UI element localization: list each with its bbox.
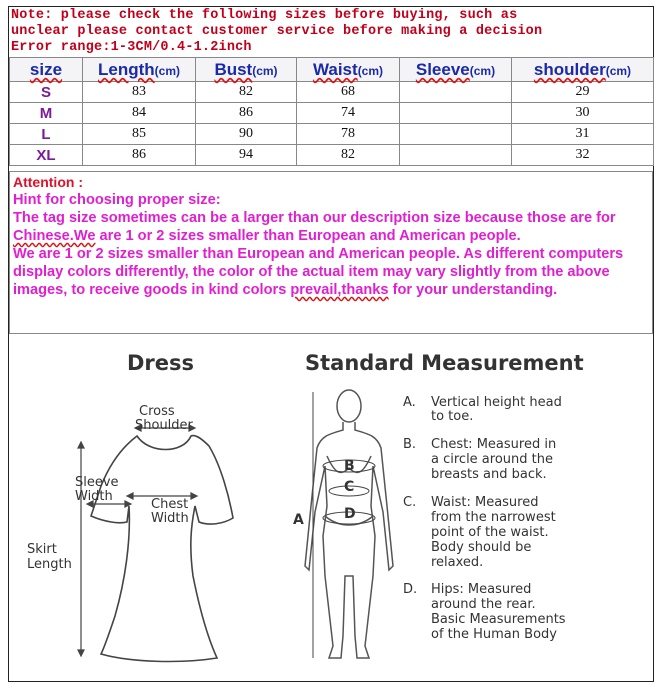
- sleeve-label-1: Sleeve: [75, 475, 119, 490]
- note-line-3: Error range:1-3CM/0.4-1.2inch: [11, 40, 252, 55]
- header-length: Length(cm): [83, 58, 196, 82]
- skirt-label-2: Length: [27, 557, 72, 572]
- hint-paragraph-tag-size: The tag size sometimes can be a larger than our description size because those are for Chinese.We are 1 or 2 sizes smaller than European and American people.: [13, 210, 616, 244]
- body-letter-a: A: [293, 512, 304, 528]
- length-cell: 84: [83, 103, 196, 124]
- sleeve-cell: [400, 145, 512, 166]
- item-c-line: Waist: Measured: [431, 495, 539, 510]
- measurement-diagram: [9, 336, 653, 682]
- body-letter-d: D: [344, 506, 356, 522]
- waist-cell: 68: [297, 82, 400, 103]
- hint-paragraph-colors: We are 1 or 2 sizes smaller than European and American people. As different computers display colors differently, the color of the actual item may vary slightly from the above images, to receive goods in kind colors prevail,thanks for your understanding.: [13, 246, 624, 298]
- table-row: [10, 82, 654, 103]
- diagram-svg: [9, 336, 653, 682]
- item-c-line: Body should be: [431, 540, 532, 555]
- length-cell: 85: [83, 124, 196, 145]
- item-b-letter: B.: [403, 437, 417, 452]
- waist-cell: 82: [297, 145, 400, 166]
- bust-cell: 86: [196, 103, 297, 124]
- attention-heading: Attention :: [13, 174, 83, 190]
- body-letter-b: B: [344, 458, 355, 474]
- header-bust: Bust(cm): [196, 58, 297, 82]
- item-c-line: from the narrowest: [431, 510, 556, 525]
- size-cell: XL: [10, 145, 83, 166]
- item-c-line: point of the waist.: [431, 525, 549, 540]
- item-a-letter: A.: [403, 395, 416, 410]
- size-note: [11, 8, 651, 56]
- shoulder-cell: 32: [512, 145, 654, 166]
- cross-label-2: Shoulder: [135, 418, 193, 433]
- item-a-line: to toe.: [431, 409, 474, 424]
- table-header-row: [10, 58, 654, 82]
- bust-cell: 94: [196, 145, 297, 166]
- item-d-line: Basic Measurements: [431, 612, 566, 627]
- note-line-2: unclear please contact customer service before making a decision: [11, 24, 543, 39]
- item-a-line: Vertical height head: [431, 395, 562, 410]
- measurement-title: Standard Measurement: [305, 351, 584, 375]
- header-sleeve: Sleeve(cm): [400, 58, 512, 82]
- bust-cell: 82: [196, 82, 297, 103]
- hint-title: Hint for choosing proper size:: [13, 192, 221, 208]
- note-line-1: Note: please check the following sizes before buying, such as: [11, 8, 518, 23]
- length-cell: 83: [83, 82, 196, 103]
- bust-cell: 90: [196, 124, 297, 145]
- table-row: [10, 145, 654, 166]
- attention-box: [9, 171, 653, 334]
- item-d-letter: D.: [403, 582, 418, 597]
- header-size: size: [10, 58, 83, 82]
- item-d-line: of the Human Body: [431, 627, 557, 642]
- item-d-line: Hips: Measured: [431, 582, 532, 597]
- shoulder-cell: 31: [512, 124, 654, 145]
- table-row: [10, 124, 654, 145]
- waist-cell: 74: [297, 103, 400, 124]
- size-cell: S: [10, 82, 83, 103]
- sleeve-cell: [400, 82, 512, 103]
- chest-label-2: Width: [151, 511, 189, 526]
- waist-cell: 78: [297, 124, 400, 145]
- header-waist: Waist(cm): [297, 58, 400, 82]
- item-d-line: around the rear.: [431, 597, 536, 612]
- item-b-line: Chest: Measured in: [431, 437, 557, 452]
- sleeve-cell: [400, 103, 512, 124]
- body-letter-c: C: [344, 479, 355, 495]
- sleeve-cell: [400, 124, 512, 145]
- shoulder-cell: 29: [512, 82, 654, 103]
- measurement-descriptions: [403, 395, 566, 642]
- dress-outline: [91, 435, 233, 661]
- dress-arrows: [78, 425, 197, 656]
- dress-title: Dress: [127, 351, 195, 375]
- shoulder-cell: 30: [512, 103, 654, 124]
- item-b-line: breasts and back.: [431, 467, 547, 482]
- length-cell: 86: [83, 145, 196, 166]
- item-c-letter: C.: [403, 495, 417, 510]
- size-chart-table: [9, 57, 654, 166]
- item-b-line: a circle around the: [431, 452, 553, 467]
- chest-label-1: Chest: [151, 497, 189, 512]
- size-cell: L: [10, 124, 83, 145]
- cross-label-1: Cross: [139, 404, 175, 419]
- header-shoulder: shoulder(cm): [512, 58, 654, 82]
- skirt-label-1: Skirt: [27, 542, 57, 557]
- table-row: [10, 103, 654, 124]
- sleeve-label-2: Width: [75, 489, 113, 504]
- item-c-line: relaxed.: [431, 555, 484, 570]
- size-cell: M: [10, 103, 83, 124]
